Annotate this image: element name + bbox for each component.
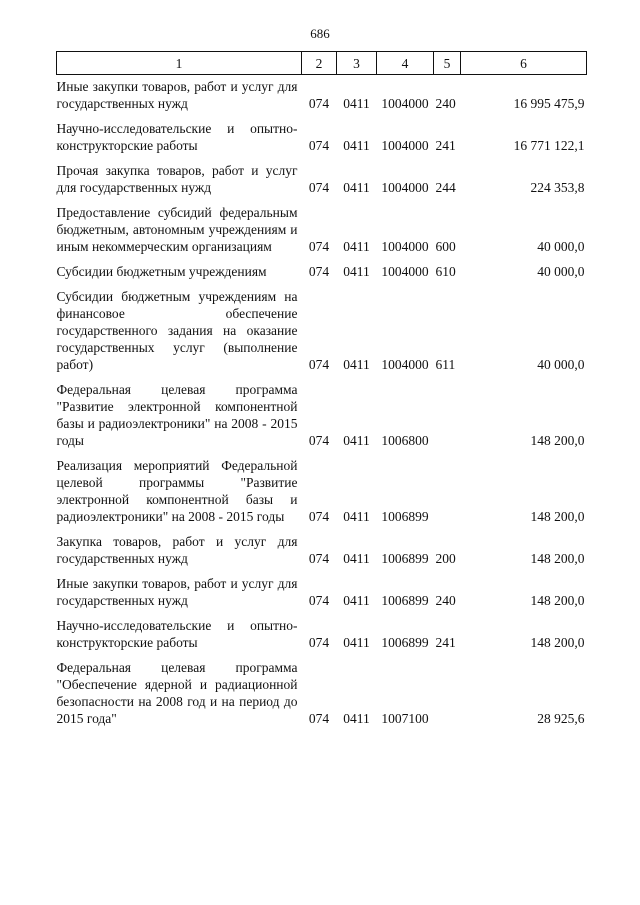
row-name: Иные закупки товаров, работ и услуг для государственных нужд	[56, 79, 298, 111]
row-amount: 40 000,0	[537, 239, 585, 254]
row-target-article: 1006800	[381, 433, 429, 448]
row-target-article: 1006899	[381, 509, 429, 524]
row-expense-type	[434, 652, 461, 728]
row-name: Субсидии бюджетным учреждениям на финансовое обеспечение государственного задания на оказание государственных услуг (выполнение работ)	[56, 289, 298, 372]
row-target-article: 1004000	[381, 264, 429, 279]
row-expense-type: 241	[435, 138, 456, 153]
column-header-6: 6	[461, 52, 587, 75]
row-ministry-code: 074	[308, 551, 330, 566]
row-amount: 40 000,0	[537, 264, 585, 279]
row-expense-type: 611	[435, 357, 456, 372]
row-section-code: 0411	[343, 239, 370, 254]
row-section-code: 0411	[343, 180, 370, 195]
row-ministry-code: 074	[308, 711, 330, 726]
row-section-code: 0411	[343, 635, 370, 650]
row-expense-type: 240	[435, 96, 456, 111]
column-header-3: 3	[337, 52, 377, 75]
row-expense-type: 240	[435, 593, 456, 608]
row-name: Федеральная целевая программа "Обеспечение ядерной и радиационной безопасности на 2008 год и на период до 2015 года"	[56, 660, 298, 726]
row-ministry-code: 074	[308, 433, 330, 448]
row-ministry-code: 074	[308, 509, 330, 524]
table-row	[57, 526, 587, 568]
table-row	[57, 281, 587, 374]
row-name: Научно-исследовательские и опытно-конструкторские работы	[56, 121, 298, 153]
table-header-row	[57, 52, 587, 75]
row-expense-type	[434, 450, 461, 526]
row-target-article: 1004000	[381, 180, 429, 195]
table-row	[57, 610, 587, 652]
row-section-code: 0411	[343, 433, 370, 448]
row-expense-type: 244	[435, 180, 456, 195]
page-number: 686	[310, 26, 330, 41]
row-target-article: 1004000	[381, 357, 429, 372]
table-body	[57, 75, 587, 729]
row-amount: 16 771 122,1	[513, 138, 585, 153]
row-name: Прочая закупка товаров, работ и услуг для государственных нужд	[56, 163, 298, 195]
row-expense-type: 200	[435, 551, 456, 566]
table-row	[57, 256, 587, 281]
table-row	[57, 197, 587, 256]
table-row	[57, 568, 587, 610]
row-target-article: 1007100	[381, 711, 429, 726]
row-ministry-code: 074	[308, 264, 330, 279]
row-expense-type: 610	[435, 264, 456, 279]
row-name: Субсидии бюджетным учреждениям	[56, 264, 267, 279]
table-row	[57, 652, 587, 728]
row-name: Федеральная целевая программа "Развитие электронной компонентной базы и радиоэлектроники" на 2008 - 2015 годы	[56, 382, 298, 448]
row-name: Закупка товаров, работ и услуг для государственных нужд	[56, 534, 298, 566]
row-amount: 28 925,6	[537, 711, 585, 726]
row-amount: 148 200,0	[530, 551, 585, 566]
table-row	[57, 113, 587, 155]
row-name: Предоставление субсидий федеральным бюджетным, автономным учреждениям и иным некоммерческим организациям	[56, 205, 298, 254]
row-ministry-code: 074	[308, 138, 330, 153]
row-name: Научно-исследовательские и опытно-конструкторские работы	[56, 618, 298, 650]
row-amount: 40 000,0	[537, 357, 585, 372]
row-name: Реализация мероприятий Федеральной целевой программы "Развитие электронной компонентной базы и радиоэлектроники" на 2008 - 2015 годы	[56, 458, 298, 524]
row-ministry-code: 074	[308, 357, 330, 372]
row-ministry-code: 074	[308, 96, 330, 111]
table-row	[57, 155, 587, 197]
row-amount: 148 200,0	[530, 593, 585, 608]
column-header-2: 2	[302, 52, 337, 75]
table-row	[57, 75, 587, 114]
row-ministry-code: 074	[308, 635, 330, 650]
row-section-code: 0411	[343, 509, 370, 524]
row-target-article: 1004000	[381, 138, 429, 153]
row-section-code: 0411	[343, 711, 370, 726]
column-header-4: 4	[377, 52, 434, 75]
row-section-code: 0411	[343, 593, 370, 608]
row-ministry-code: 074	[308, 239, 330, 254]
column-header-1: 1	[57, 52, 302, 75]
row-target-article: 1006899	[381, 635, 429, 650]
row-section-code: 0411	[343, 96, 370, 111]
column-header-5: 5	[434, 52, 461, 75]
row-expense-type	[434, 374, 461, 450]
row-section-code: 0411	[343, 264, 370, 279]
row-amount: 148 200,0	[530, 433, 585, 448]
row-amount: 148 200,0	[530, 635, 585, 650]
table-row	[57, 374, 587, 450]
table-row	[57, 450, 587, 526]
budget-table	[56, 51, 587, 728]
row-amount: 224 353,8	[530, 180, 585, 195]
row-target-article: 1006899	[381, 593, 429, 608]
row-amount: 16 995 475,9	[513, 96, 585, 111]
row-amount: 148 200,0	[530, 509, 585, 524]
row-expense-type: 241	[435, 635, 456, 650]
row-section-code: 0411	[343, 551, 370, 566]
row-name: Иные закупки товаров, работ и услуг для государственных нужд	[56, 576, 298, 608]
row-target-article: 1004000	[381, 96, 429, 111]
row-expense-type: 600	[435, 239, 456, 254]
row-section-code: 0411	[343, 138, 370, 153]
row-ministry-code: 074	[308, 593, 330, 608]
row-ministry-code: 074	[308, 180, 330, 195]
row-target-article: 1006899	[381, 551, 429, 566]
row-section-code: 0411	[343, 357, 370, 372]
row-target-article: 1004000	[381, 239, 429, 254]
